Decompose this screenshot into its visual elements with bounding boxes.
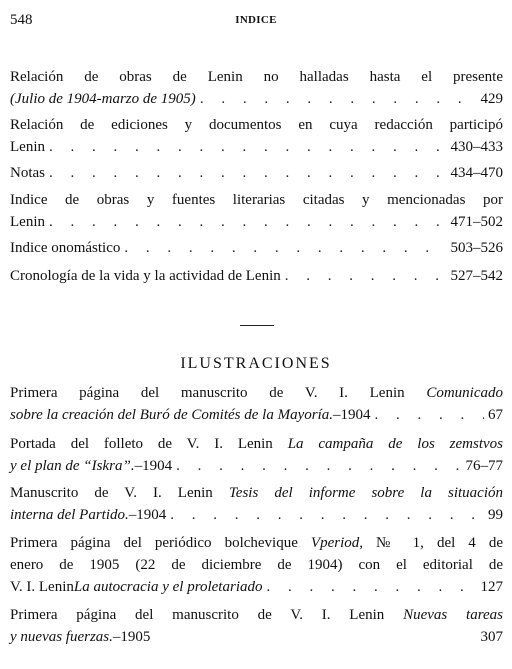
illustration-line	[10, 604, 503, 626]
illustration-line	[10, 532, 503, 554]
illustration-title-cont: y nuevas fuerzas.	[10, 629, 113, 645]
toc-entry	[10, 237, 503, 259]
illustration-text: Primera página del manuscrito de V. I. Lenin	[10, 385, 427, 401]
leader-dots	[176, 455, 461, 477]
toc-entry-title-cont: Lenin	[10, 214, 45, 230]
illustration-title-cont: y el plan de “Iskra”.	[10, 458, 135, 474]
toc-entry-title: Cronología de la vida y la actividad de Lenin	[10, 268, 281, 284]
illustration-text: Portada del folleto de V. I. Lenin	[10, 436, 288, 452]
toc-entry	[10, 162, 503, 184]
running-head: INDICE	[235, 14, 277, 26]
illustration-year: –1904	[128, 507, 167, 523]
illustration-text: Manuscrito de V. I. Lenin	[10, 485, 229, 501]
illustration-entry	[10, 433, 503, 477]
toc-page: 429	[480, 91, 503, 107]
toc-page: 434–470	[450, 165, 503, 181]
illustration-text: V. I. Lenin	[10, 579, 74, 595]
illustration-page: 76–77	[465, 458, 503, 474]
illustration-text: , № 1, del 4 de	[359, 535, 503, 551]
leader-dots	[375, 404, 485, 426]
toc-entry	[10, 66, 503, 110]
leader-dots	[266, 576, 476, 598]
illustration-title: Tesis del informe sobre la situación	[228, 485, 503, 501]
toc-page: 503–526	[450, 240, 503, 256]
toc-entry-title: Relación de obras de Lenin no halladas hasta el presente	[10, 69, 503, 85]
illustration-entry	[10, 532, 503, 598]
illustration-line	[10, 433, 503, 455]
illustration-title: Nuevas tareas	[403, 607, 503, 623]
illustration-page: 99	[488, 507, 503, 523]
illustration-year: –1904	[333, 407, 371, 423]
toc-entry-title: Indice onomástico	[10, 240, 121, 256]
illustration-title: La autocracia y el proletariado	[73, 579, 263, 595]
illustration-title-cont: interna del Partido.	[10, 507, 129, 523]
illustration-title-cont: sobre la creación del Buró de Comités de la Mayoría.	[10, 407, 333, 423]
illustration-entry	[10, 604, 503, 648]
illustration-page: 307	[480, 629, 503, 645]
illustration-text: Primera página del periódico bolchevique	[10, 535, 311, 551]
illustration-page: 127	[480, 579, 503, 595]
page-number: 548	[10, 12, 33, 28]
toc-entry-title: Notas	[10, 165, 45, 181]
illustration-entry	[10, 482, 503, 526]
illustration-line	[10, 482, 503, 504]
illustration-title: Vperiod	[310, 535, 360, 551]
toc-entry-title: Indice de obras y fuentes literarias citadas y mencionadas por	[10, 192, 503, 208]
illustration-year: –1904	[134, 458, 173, 474]
illustration-line: enero de 1905 (22 de diciembre de 1904) con el editorial de	[10, 557, 503, 573]
leader-dots	[49, 136, 447, 158]
toc-entry	[10, 114, 503, 158]
section-divider	[240, 325, 274, 326]
toc-entry-subtitle: (Julio de 1904-marzo de 1905)	[10, 91, 196, 107]
toc-entry	[10, 189, 503, 233]
section-title: ILUSTRACIONES	[180, 355, 332, 372]
toc-page: 471–502	[450, 214, 503, 230]
toc-entry	[10, 265, 503, 287]
illustration-entry	[10, 382, 503, 426]
illustration-line	[10, 382, 503, 404]
toc-page: 430–433	[450, 139, 503, 155]
illustration-year: –1905	[112, 629, 151, 645]
illustration-title: La campaña de los zemstvos	[287, 436, 503, 452]
leader-dots	[200, 88, 477, 110]
toc-entry-title: Relación de ediciones y documentos en cuya redacción participó	[10, 117, 503, 133]
leader-dots	[124, 237, 446, 259]
page-header	[0, 12, 512, 34]
illustration-title: Comunicado	[426, 385, 503, 401]
illustration-text: Primera página del manuscrito de V. I. Lenin	[10, 607, 404, 623]
leader-dots	[170, 504, 484, 526]
leader-dots	[49, 162, 447, 184]
leader-dots	[285, 265, 447, 287]
illustration-page: 67	[488, 407, 503, 423]
toc-page: 527–542	[450, 268, 503, 284]
leader-dots	[49, 211, 447, 233]
toc-entry-title-cont: Lenin	[10, 139, 45, 155]
